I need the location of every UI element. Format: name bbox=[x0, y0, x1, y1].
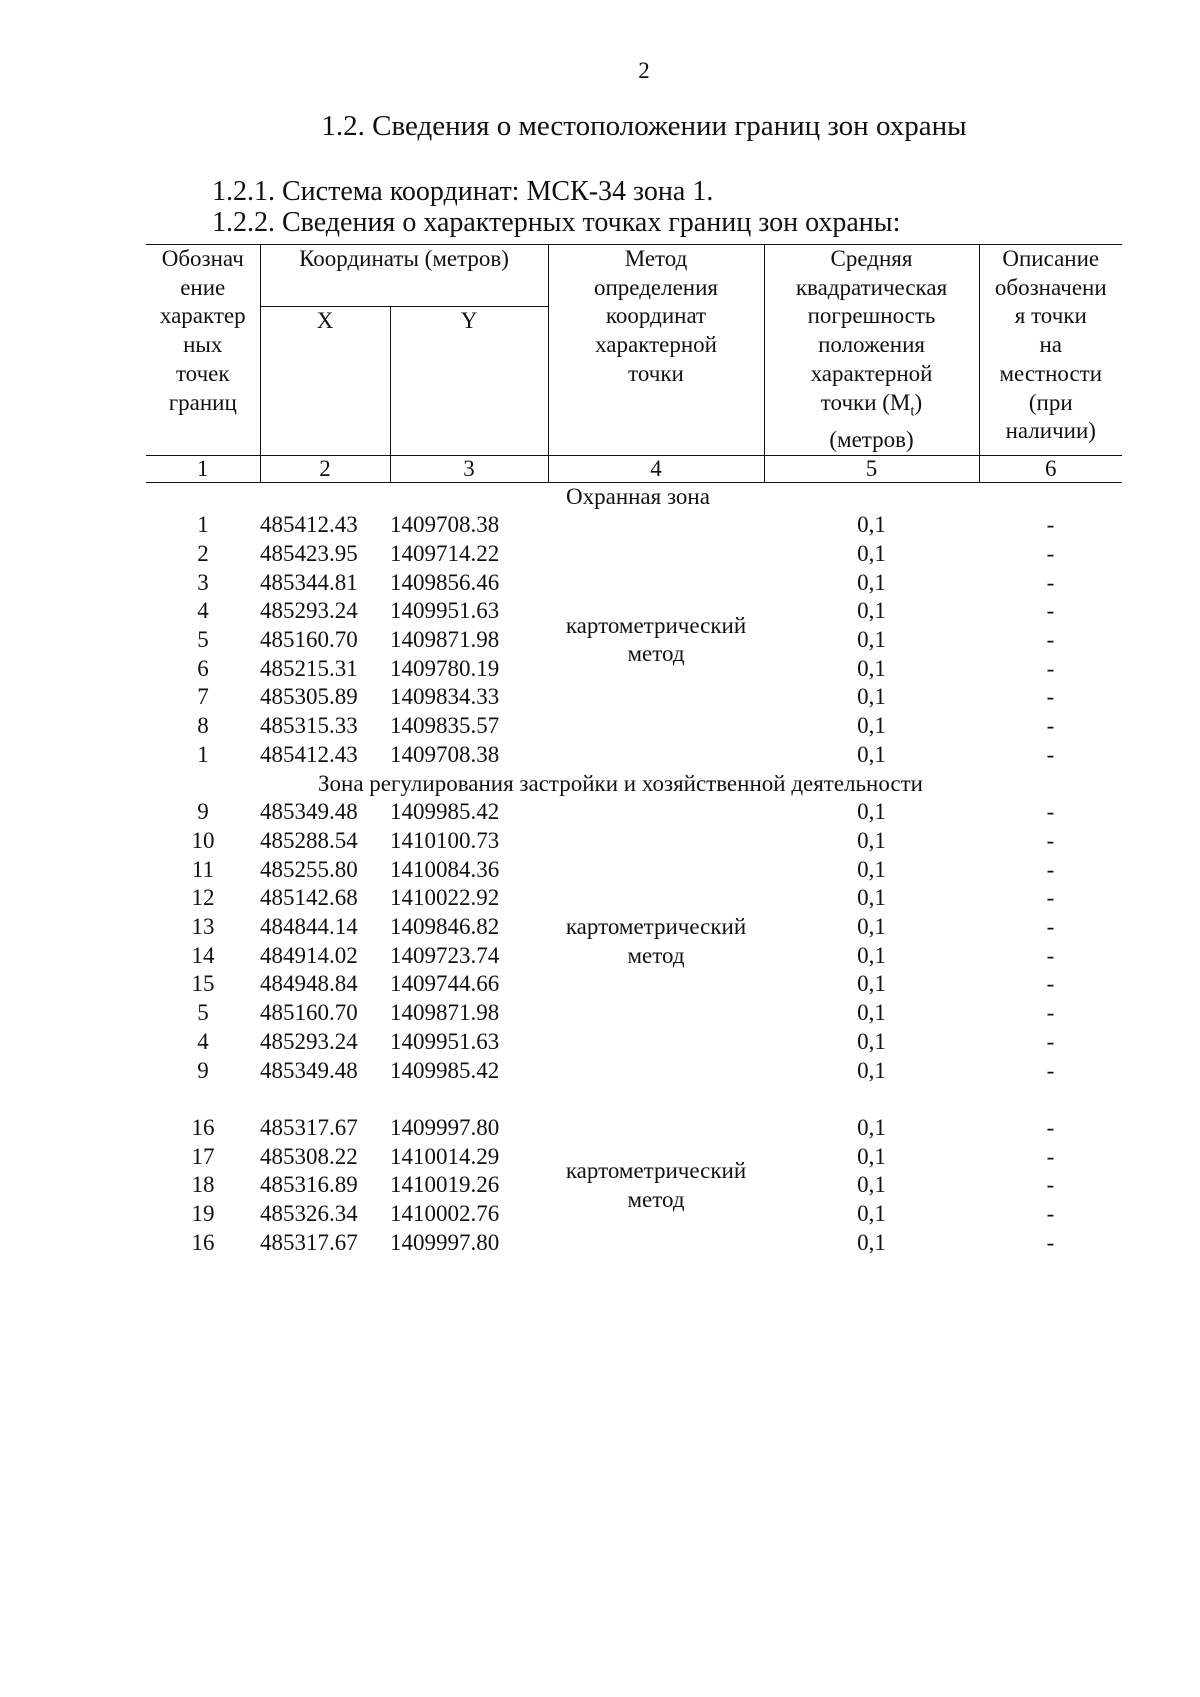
mean-square-error: 0,1 bbox=[857, 713, 886, 739]
mean-square-error: 0,1 bbox=[857, 512, 886, 538]
table-row bbox=[146, 1114, 1122, 1143]
row-gap bbox=[146, 1085, 1122, 1114]
point-description: - bbox=[1046, 1201, 1055, 1227]
mean-square-error: 0,1 bbox=[857, 942, 886, 968]
coord-y: 1409744.66 bbox=[390, 971, 500, 997]
point-number: 10 bbox=[191, 827, 215, 853]
point-number: 14 bbox=[191, 942, 215, 968]
mean-square-error: 0,1 bbox=[857, 827, 886, 853]
coord-y: 1409708.38 bbox=[390, 741, 500, 767]
coord-y: 1409985.42 bbox=[390, 799, 500, 825]
point-description: - bbox=[1046, 540, 1055, 566]
point-number: 9 bbox=[197, 799, 209, 825]
coord-y: 1409871.98 bbox=[390, 627, 500, 653]
coord-x: 485344.81 bbox=[260, 569, 358, 595]
coord-y: 1409997.80 bbox=[390, 1229, 500, 1255]
page-number: 2 bbox=[638, 58, 650, 83]
point-description: - bbox=[1046, 799, 1055, 825]
point-number: 16 bbox=[191, 1229, 215, 1255]
coord-y: 1409723.74 bbox=[390, 942, 500, 968]
coord-y: 1409835.57 bbox=[390, 713, 500, 739]
point-description: - bbox=[1046, 1114, 1055, 1140]
mean-square-error: 0,1 bbox=[857, 1229, 886, 1255]
coord-y: 1409951.63 bbox=[390, 1028, 500, 1054]
point-description: - bbox=[1046, 1229, 1055, 1255]
coord-y: 1409985.42 bbox=[390, 1057, 500, 1083]
point-description: - bbox=[1046, 1172, 1055, 1198]
point-number: 13 bbox=[191, 914, 215, 940]
coord-y: 1409714.22 bbox=[390, 540, 500, 566]
header-point-designation: Обознач ение характер ных точек границ bbox=[146, 245, 260, 456]
coordinate-system-line: 1.2.1. Система координат: МСК-34 зона 1. bbox=[212, 176, 714, 207]
coord-x: 484844.14 bbox=[260, 914, 358, 940]
method-cell: картометрический метод bbox=[565, 612, 747, 667]
method-cell: картометрический метод bbox=[565, 1158, 747, 1212]
coord-y: 1409997.80 bbox=[390, 1114, 500, 1140]
point-number: 11 bbox=[191, 856, 215, 882]
mean-square-error: 0,1 bbox=[857, 655, 886, 681]
coord-y: 1409708.38 bbox=[390, 512, 500, 538]
point-description: - bbox=[1046, 741, 1055, 767]
mean-square-error: 0,1 bbox=[857, 1000, 886, 1026]
coord-x: 485317.67 bbox=[260, 1229, 358, 1255]
point-number: 8 bbox=[197, 713, 209, 739]
point-description: - bbox=[1046, 1000, 1055, 1026]
point-number: 12 bbox=[191, 885, 215, 911]
zone-title-protection: Охранная зона bbox=[566, 483, 710, 509]
points-heading: 1.2.2. Сведения о характерных точках границ зон охраны: bbox=[212, 207, 901, 238]
coord-x: 485412.43 bbox=[260, 741, 358, 767]
point-description: - bbox=[1046, 827, 1055, 853]
point-number: 18 bbox=[191, 1172, 215, 1198]
point-description: - bbox=[1046, 1057, 1055, 1083]
coord-y: 1410002.76 bbox=[390, 1201, 500, 1227]
point-number: 4 bbox=[197, 598, 209, 624]
table-row bbox=[146, 798, 1122, 827]
coord-y: 1410022.92 bbox=[390, 885, 500, 911]
header-point-description: Описание обозначени я точки на местности (при наличии) bbox=[979, 245, 1122, 456]
coord-x: 485326.34 bbox=[260, 1201, 358, 1227]
header-x: X bbox=[260, 306, 390, 455]
coord-x: 485215.31 bbox=[260, 655, 358, 681]
coord-x: 485142.68 bbox=[260, 885, 358, 911]
mean-square-error: 0,1 bbox=[857, 627, 886, 653]
coord-y: 1409856.46 bbox=[390, 569, 500, 595]
point-description: - bbox=[1046, 1028, 1055, 1054]
mean-square-error: 0,1 bbox=[857, 1114, 886, 1140]
point-number: 9 bbox=[197, 1057, 209, 1083]
coord-x: 485293.24 bbox=[260, 598, 358, 624]
coord-x: 485305.89 bbox=[260, 684, 358, 710]
coord-x: 485349.48 bbox=[260, 1057, 358, 1083]
coord-x: 485316.89 bbox=[260, 1172, 358, 1198]
coord-y: 1410100.73 bbox=[390, 827, 500, 853]
coord-x: 485160.70 bbox=[260, 627, 358, 653]
point-description: - bbox=[1046, 512, 1055, 538]
method-cell: картометрический метод bbox=[565, 914, 747, 968]
coord-x: 484914.02 bbox=[260, 942, 358, 968]
mean-square-error: 0,1 bbox=[857, 741, 886, 767]
coord-x: 485315.33 bbox=[260, 713, 358, 739]
mean-square-error: 0,1 bbox=[857, 1057, 886, 1083]
coord-x: 485317.67 bbox=[260, 1114, 358, 1140]
column-number: 3 bbox=[390, 455, 548, 482]
point-number: 4 bbox=[197, 1028, 209, 1054]
point-number: 6 bbox=[197, 655, 209, 681]
point-number: 3 bbox=[197, 569, 209, 595]
mean-square-error: 0,1 bbox=[857, 799, 886, 825]
point-number: 15 bbox=[191, 971, 215, 997]
column-number: 6 bbox=[979, 455, 1122, 482]
point-description: - bbox=[1046, 971, 1055, 997]
table-row bbox=[146, 511, 1122, 540]
point-number: 2 bbox=[197, 540, 209, 566]
mean-square-error: 0,1 bbox=[857, 569, 886, 595]
header-y: Y bbox=[390, 306, 548, 455]
mean-square-error: 0,1 bbox=[857, 885, 886, 911]
coord-x: 485308.22 bbox=[260, 1143, 358, 1169]
point-description: - bbox=[1046, 598, 1055, 624]
coord-x: 485288.54 bbox=[260, 827, 358, 853]
header-coordinates: Координаты (метров) bbox=[260, 245, 548, 307]
coord-x: 484948.84 bbox=[260, 971, 358, 997]
point-number: 5 bbox=[197, 627, 209, 653]
column-number: 2 bbox=[260, 455, 390, 482]
mean-square-error: 0,1 bbox=[857, 1028, 886, 1054]
header-method: Метод определения координат характерной точки bbox=[548, 245, 764, 456]
point-number: 1 bbox=[197, 512, 209, 538]
section-heading: 1.2. Сведения о местоположении границ зон охраны bbox=[321, 110, 967, 142]
point-description: - bbox=[1046, 1143, 1055, 1169]
point-description: - bbox=[1046, 856, 1055, 882]
point-number: 1 bbox=[197, 741, 209, 767]
column-number: 1 bbox=[146, 455, 260, 482]
point-description: - bbox=[1046, 713, 1055, 739]
coord-x: 485349.48 bbox=[260, 799, 358, 825]
mean-square-error: 0,1 bbox=[857, 914, 886, 940]
coord-x: 485255.80 bbox=[260, 856, 358, 882]
mean-square-error: 0,1 bbox=[857, 598, 886, 624]
coord-y: 1409951.63 bbox=[390, 598, 500, 624]
coord-x: 485293.24 bbox=[260, 1028, 358, 1054]
mean-square-error: 0,1 bbox=[857, 1172, 886, 1198]
coord-x: 485423.95 bbox=[260, 540, 358, 566]
coord-y: 1409834.33 bbox=[390, 684, 500, 710]
point-number: 19 bbox=[191, 1201, 215, 1227]
coord-y: 1409780.19 bbox=[390, 655, 500, 681]
column-number: 5 bbox=[764, 455, 979, 482]
point-description: - bbox=[1046, 655, 1055, 681]
mean-square-error: 0,1 bbox=[857, 684, 886, 710]
point-description: - bbox=[1046, 885, 1055, 911]
mean-square-error: 0,1 bbox=[857, 1143, 886, 1169]
point-number: 7 bbox=[197, 684, 209, 710]
point-number: 5 bbox=[197, 1000, 209, 1026]
coord-y: 1410084.36 bbox=[390, 856, 500, 882]
coord-y: 1409846.82 bbox=[390, 914, 500, 940]
coord-x: 485160.70 bbox=[260, 1000, 358, 1026]
coord-y: 1410019.26 bbox=[390, 1172, 500, 1198]
coord-y: 1409871.98 bbox=[390, 1000, 500, 1026]
zone-title-regulation: Зона регулирования застройки и хозяйственной деятельности bbox=[318, 770, 923, 796]
coord-x: 485412.43 bbox=[260, 512, 358, 538]
point-number: 17 bbox=[191, 1143, 215, 1169]
mean-square-error: 0,1 bbox=[857, 971, 886, 997]
column-number: 4 bbox=[548, 455, 764, 482]
coord-y: 1410014.29 bbox=[390, 1143, 500, 1169]
header-mean-square-error: Средняя квадратическая погрешность положения характерной точки $(M_t)$ (метров) bbox=[764, 245, 979, 456]
point-number: 16 bbox=[191, 1114, 215, 1140]
mean-square-error: 0,1 bbox=[857, 1201, 886, 1227]
point-description: - bbox=[1046, 684, 1055, 710]
point-description: - bbox=[1046, 942, 1055, 968]
mean-square-error: 0,1 bbox=[857, 856, 886, 882]
point-description: - bbox=[1046, 569, 1055, 595]
boundary-points-table bbox=[146, 244, 1122, 1257]
point-description: - bbox=[1046, 914, 1055, 940]
point-description: - bbox=[1046, 627, 1055, 653]
mean-square-error: 0,1 bbox=[857, 540, 886, 566]
